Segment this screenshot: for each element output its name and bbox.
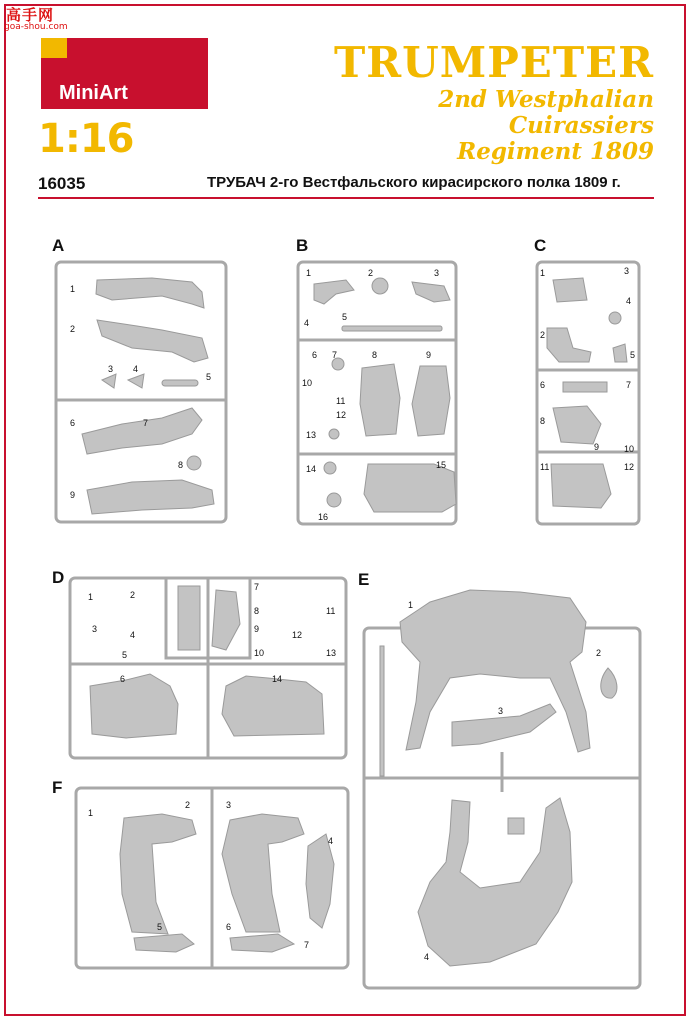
sprue-a-num: 8	[178, 460, 184, 470]
sprue-b-num: 11	[336, 396, 346, 406]
sprue-f-num: 3	[226, 800, 232, 810]
part-b2	[372, 278, 388, 294]
sprue-c-num: 1	[540, 268, 546, 278]
part-b9	[412, 366, 450, 436]
part-e4-horse-lower	[418, 798, 572, 966]
sprue-b-num: 6	[312, 350, 318, 360]
sprue-b-num: 16	[318, 512, 329, 522]
sprue-a	[52, 258, 232, 530]
sprue-a-num: 4	[133, 364, 139, 374]
part-f3-head	[222, 814, 304, 932]
part-a5-bar	[162, 380, 198, 386]
sprue-b-label: B	[296, 236, 309, 255]
part-c11	[551, 464, 611, 508]
sprue-d-num: 4	[130, 630, 136, 640]
part-b1	[314, 280, 354, 304]
sprue-c-num: 3	[624, 266, 630, 276]
sprue-b-num: 2	[368, 268, 374, 278]
part-a3-horn	[102, 374, 116, 388]
subtitle-line-2: Cuirassiers	[508, 112, 654, 139]
part-f6-mane	[230, 934, 294, 952]
brand-name: MiniArt	[59, 82, 128, 104]
sprue-d-num: 10	[254, 648, 265, 658]
sprue-d-num: 6	[120, 674, 126, 684]
part-d6-saddle	[90, 674, 178, 738]
brand-logo	[41, 38, 208, 109]
part-e2-loop	[601, 668, 617, 698]
part-b8	[360, 364, 400, 436]
sprue-b	[294, 258, 462, 530]
sprue-c-num: 10	[624, 444, 635, 454]
part-c1	[553, 278, 587, 302]
sprue-a-num: 5	[206, 372, 212, 382]
part-e-rod	[380, 646, 384, 776]
sprue-e-num: 1	[408, 600, 414, 610]
part-a6-leg	[82, 408, 202, 454]
sprue-a-num: 9	[70, 490, 76, 500]
sprue-e-num: 4	[424, 952, 430, 962]
sprue-d-num: 8	[254, 606, 260, 616]
sprue-f-num: 1	[88, 808, 94, 818]
part-a9-leg	[87, 480, 214, 514]
sprue-f-label: F	[52, 778, 63, 797]
sprue-d-num: 3	[92, 624, 98, 634]
sprue-b-num: 4	[304, 318, 310, 328]
sprue-b-num: 12	[336, 410, 347, 420]
part-c5	[613, 344, 627, 362]
sprue-b-num: 13	[306, 430, 317, 440]
sprue-b-num: 5	[342, 312, 348, 322]
sprue-b-num: 9	[426, 350, 432, 360]
part-d-curl	[212, 590, 240, 650]
part-c2	[547, 328, 591, 362]
sprue-c-num: 6	[540, 380, 546, 390]
sprue-f-num: 7	[304, 940, 310, 950]
kit-number: 16035	[38, 174, 86, 193]
part-a1-leg	[96, 278, 204, 308]
sprue-c-num: 5	[630, 350, 636, 360]
part-d14-saddle	[222, 676, 324, 736]
part-d-block	[178, 586, 200, 650]
sprue-b-num: 10	[302, 378, 313, 388]
sprue-f-num: 5	[157, 922, 163, 932]
sprue-d-num: 9	[254, 624, 260, 634]
sprue-c-num: 7	[626, 380, 632, 390]
part-c4	[609, 312, 621, 324]
sprue-d-num: 12	[292, 630, 303, 640]
part-b14	[324, 462, 336, 474]
sprue-f-num: 2	[185, 800, 191, 810]
part-b15	[364, 464, 456, 512]
part-e3-tail	[452, 704, 556, 746]
part-a2-leg	[97, 320, 208, 362]
sprue-e-label: E	[358, 570, 370, 589]
part-b3	[412, 282, 450, 302]
logo-yellow-block	[41, 38, 67, 58]
part-f4-mane	[306, 834, 334, 928]
watermark-url: goa-shou.com	[4, 22, 68, 32]
part-f2-head	[120, 814, 196, 934]
part-c6	[563, 382, 607, 392]
sprue-d-num: 2	[130, 590, 136, 600]
sprue-b-num: 1	[306, 268, 312, 278]
sprue-a-label: A	[52, 236, 65, 255]
part-b13	[329, 429, 339, 439]
sprue-b-num: 3	[434, 268, 440, 278]
sprue-a-num: 1	[70, 284, 76, 294]
sprue-a-num: 2	[70, 324, 76, 334]
sprue-c-num: 4	[626, 296, 632, 306]
sprue-c-num: 12	[624, 462, 635, 472]
sprue-d-num: 5	[122, 650, 128, 660]
sprue-e-num: 3	[498, 706, 504, 716]
sprue-e-num: 2	[596, 648, 602, 658]
sprue-c-num: 2	[540, 330, 546, 340]
sprue-d-num: 1	[88, 592, 94, 602]
sprue-a-num: 3	[108, 364, 114, 374]
watermark-logo: 高手网	[6, 6, 55, 24]
sprue-f-num: 4	[328, 836, 334, 846]
part-c8	[553, 406, 601, 444]
sprue-c-num: 9	[594, 442, 600, 452]
part-e-strap	[508, 818, 524, 834]
scale-label: 1:16	[38, 116, 134, 162]
part-b5	[342, 326, 442, 331]
sprue-f	[72, 784, 354, 972]
part-f5-mane	[134, 934, 194, 952]
sprue-d-num: 11	[326, 606, 336, 616]
header-rule	[38, 197, 654, 199]
subtitle-line-1: 2nd Westphalian	[438, 86, 654, 113]
sprue-c-num: 8	[540, 416, 546, 426]
sprue-b-num: 14	[306, 464, 317, 474]
sprue-b-num: 8	[372, 350, 378, 360]
sprue-b-num: 15	[436, 460, 447, 470]
sprue-d	[66, 574, 352, 762]
sprue-a-num: 6	[70, 418, 76, 428]
russian-title: ТРУБАЧ 2-го Вестфальского кирасирского полка 1809 г.	[207, 174, 621, 191]
sprue-d-num: 7	[254, 582, 260, 592]
sprue-e	[360, 582, 650, 1002]
sprue-b-num: 7	[332, 350, 338, 360]
kit-title: TRUMPETER	[333, 38, 654, 87]
subtitle-line-3: Regiment 1809	[457, 138, 654, 165]
sprue-f-num: 6	[226, 922, 232, 932]
sprue-d-label: D	[52, 568, 65, 587]
sprue-c-label: C	[534, 236, 547, 255]
part-a4-horn	[128, 374, 144, 388]
part-b16	[327, 493, 341, 507]
sprue-a-num: 7	[143, 418, 149, 428]
sprue-c-num: 11	[540, 462, 550, 472]
sprue-d-num: 14	[272, 674, 283, 684]
sprue-d-num: 13	[326, 648, 337, 658]
part-a8-disc	[187, 456, 201, 470]
